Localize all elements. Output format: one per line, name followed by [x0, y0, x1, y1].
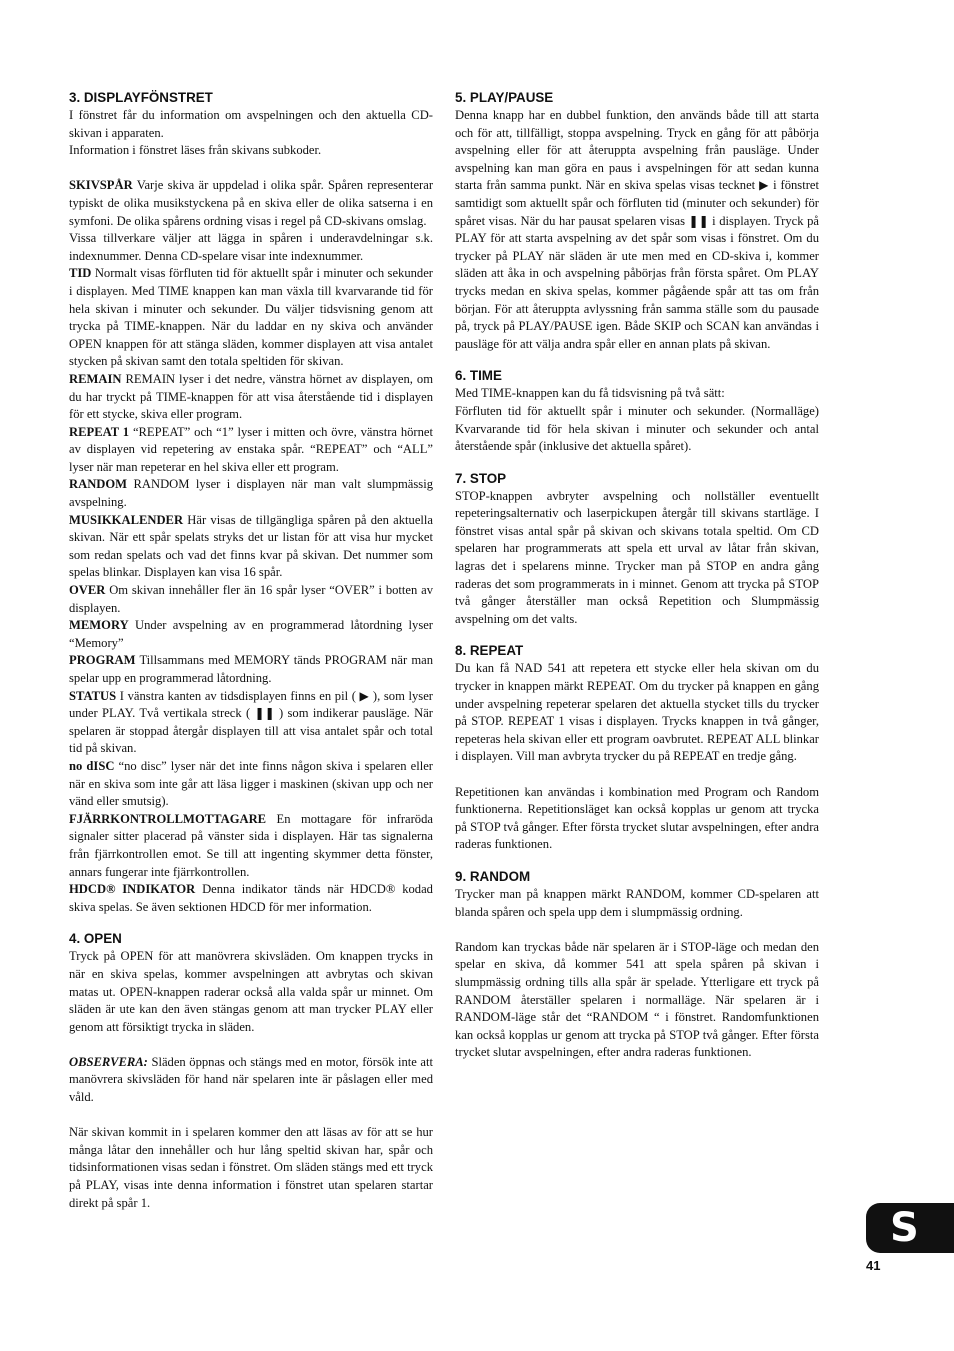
term-label: RANDOM: [69, 477, 128, 492]
pause-icon: ❚❚: [254, 706, 275, 721]
section-heading-open: 4. OPEN: [69, 931, 122, 947]
term-text: ), som lyser under PLAY. Två vertikala streck (: [69, 688, 433, 721]
play-icon: ▶: [759, 178, 770, 193]
nodisc-entry: [69, 758, 433, 811]
term-label: MEMORY: [69, 618, 129, 633]
over-entry: [69, 582, 433, 617]
play-icon: ▶: [359, 688, 370, 703]
term-text: Under avspelning av en programmerad låtordning lyser “Memory”: [69, 618, 434, 650]
open-paragraph: Tryck på OPEN för att manövrera skivsläden. Om knappen trycks in när en skiva spelas, kommer avspelningen att avbrytas och skivan matas ut. OPEN-knappen raderar också alla valda spår ur minnet. Om släden är ute kan den även stängas genom att man trycker PLAY eller genom att försiktigt trycka in släden.: [69, 949, 433, 1034]
section-heading-play-pause: 5. PLAY/PAUSE: [455, 90, 554, 105]
term-label: OBSERVERA:: [69, 1054, 148, 1069]
display-paragraph: I fönstret får du information om avspelningen och den aktuella CD-skivan i apparaten.: [69, 108, 433, 140]
musikkalender-entry: [69, 512, 433, 582]
term-label: REPEAT 1: [69, 424, 130, 439]
term-text: RANDOM lyser i displayen när man valt slumpmässig avspelning.: [69, 477, 433, 510]
section-heading-random: 9. RANDOM: [455, 868, 531, 884]
play-text: i fönstret samtidigt som aktuellt spår och förfluten tid (minuter och sekunder) för spåret visas. När du har pausat spelaren visas: [455, 178, 819, 228]
term-text: Tillsammans med MEMORY tänds PROGRAM när man spelar upp en programmerad låtordning.: [69, 653, 434, 685]
term-text: Släden öppnas och stängs med en motor, försök inte att manövrera skivsläden för hand när spelaren inte är påslagen eller med våld.: [69, 1054, 433, 1105]
term-label: PROGRAM: [69, 653, 136, 668]
term-label: HDCD® INDIKATOR: [69, 882, 196, 897]
fjarr-entry: [69, 811, 433, 881]
stop-paragraph: STOP-knappen avbryter avspelning och nollställer eventuellt repeteringsalternativ och laserpickupen återgår till skivans startläge. I fönstret visas antal spår på skivan och skivans totala speltid. Om CD spelaren har programmerats att spela ett urval av låtar från skivan, lagras det i spelarens minne. Trycker man på STOP en andra gång raderas det som programmerats in i minnet. Genom att trycka på STOP två gånger återställer man också Repetition och Slumpmässig avspelning om det valts.: [455, 488, 819, 626]
page-number: 41: [866, 1258, 881, 1273]
random-paragraph: Random kan tryckas både när spelaren är i STOP-läge och medan den spelar en skiva, då kommer 541 att spela spåren på skivan i slumpmässig ordning tills alla spår är spelade. Ytterligare ett tryck på RANDOM återställer spelaren i normalläge. När spelaren är i RANDOM-läge står det “RANDOM “ i fönstret. Randomfunktionen kan också kopplas ur genom att trycka på STOP två gånger. Efter första trycket slutar avspelningen, efter andra raderas funktionen.: [455, 939, 819, 1060]
term-text: Här visas de tillgängliga spåren på den aktuella skivan. När ett spår spelats stryks det ur listan för att visa hur mycket som redan spelats och vad det finns kvar på skivan. Det nummer som spelas blinkar. Displayen kan visa 16 spår.: [69, 512, 433, 580]
term-text: “no disc” lyser när det inte finns någon skiva i spelaren eller när en skiva som inte går att läsa ligger i maskinen (skivan upp och ner vänd eller smutsig).: [69, 758, 433, 809]
section-heading-stop: 7. STOP: [455, 470, 507, 486]
play-text: Denna knapp har en dubbel funktion, den används både till att starta och för att, tillfälligt, stoppa avspelning. Tryck en gång för att påbörja avspelning eller för att återuppta avspelning från pausläge. Under avspelning kan man göra en paus i avspelningen för att sedan kunna starta från samma punkt. När en skiva spelas visas tecknet: [455, 108, 819, 193]
section-heading-display: 3. DISPLAYFÖNSTRET: [69, 90, 213, 105]
term-label: OVER: [69, 583, 106, 598]
term-label: STATUS: [69, 688, 117, 703]
pause-icon: ❚❚: [688, 213, 709, 228]
open-paragraph: När skivan kommit in i spelaren kommer den att läsas av för att se hur många låtar den innehåller och hur lång speltid skivan har, spår och tidsinformationen visas sedan i fönstret. Om släden stängs med ett tryck på PLAY, visas inte denna information i fönstret utan spelaren startar direkt på spår 1.: [69, 1125, 433, 1210]
random-paragraph: Trycker man på knappen märkt RANDOM, kommer CD-spelaren att blanda spåren och spela upp dem i slumpmässig ordning.: [455, 886, 819, 919]
term-label: TID: [69, 266, 92, 281]
term-text: “REPEAT” och “1” lyser i mitten och övre, vänstra hörnet av displayen vid repetering av enstaka spår. “REPEAT” och “ALL” lyser när man repeterar en hel skiva eller ett program.: [69, 424, 434, 474]
display-paragraph: Information i fönstret läses från skivans subkoder.: [69, 143, 322, 158]
language-tab: S: [866, 1203, 954, 1253]
term-label: SKIVSPÅR: [69, 178, 133, 193]
repeat-paragraph: Repetitionen kan användas i kombination med Program och Random funktionerna. Repetitionsläget kan också kopplas ur genom att trycka på STOP två gånger. Efter första trycket slutar avspelningen, efter andra raderas funktionen.: [455, 784, 819, 852]
repeat-paragraph: Du kan få NAD 541 att repetera ett stycke eller hela skivan om du trycker in knappen märkt REPEAT. Om du trycker på knappen en gång under avspelning repeterar spelaren det aktuella stycket tills du trycker på STOP. REPEAT 1 visas i displayen. Trycks knappen in två gånger, repeteras hela skivan eller ett program oavbrutet. REPEAT ALL blinkar i displayen. Vill man avbryta trycker du på REPEAT en tredje gång.: [455, 661, 819, 764]
memory-entry: [69, 617, 433, 652]
term-text: I vänstra kanten av tidsdisplayen finns en pil (: [119, 688, 356, 703]
term-text: Denna indikator tänds när HDCD® kodad skiva spelas. Se även sektionen HDCD för mer information.: [69, 882, 433, 914]
term-label: MUSIKKALENDER: [69, 512, 184, 527]
section-heading-repeat: 8. REPEAT: [455, 643, 524, 659]
status-entry: [69, 688, 433, 758]
term-label: REMAIN: [69, 371, 122, 386]
right-column: [455, 89, 819, 1062]
time-paragraph: Förfluten tid för aktuellt spår i minuter och sekunder. (Normalläge) Kvarvarande tid för hela skivan i minuter och sekunder och antal återstående spår (inklusive det aktuella spåret).: [455, 403, 819, 454]
term-label: no dISC: [69, 758, 115, 773]
term-text: Varje skiva är uppdelad i olika spår. Spåren representerar typiskt de olika musikstyckena på en skiva eller de olika satserna i en symfoni. De olika spårens ordning visas i regel på CD-skivans omslag.: [69, 178, 434, 228]
time-paragraph: Med TIME-knappen kan du få tidsvisning på två sätt:: [455, 386, 725, 401]
play-pause-paragraph: [455, 107, 819, 353]
remain-entry: [69, 371, 433, 424]
random-entry: [69, 476, 433, 511]
play-text: i displayen. Tryck på PLAY för att starta avspelning av det spår som visas i fönstret. Om du trycker på PLAY när släden är ute men med en CD-skiva i, kommer släden att åka in och avspelning påbörjas från första spåret. Om PLAY trycks medan en skiva spelas, kommer pågående spår att tas om från början. För att återuppta avlyssning från samma ställe som du pausade på, tryck på PLAY/PAUSE igen. Både SKIP och SCAN kan användas i pausläge för att välja andra spår eller en annan plats på skivan.: [455, 213, 819, 351]
hdcd-entry: [69, 881, 433, 916]
term-text: Om skivan innehåller fler än 16 spår lyser “OVER” i botten av displayen.: [69, 583, 433, 615]
term-text: REMAIN lyser i det nedre, vänstra hörnet av displayen, om du har tryckt på TIME-knappen för att visa återstående tid i displayen för ett stycke, skiva eller program.: [69, 371, 433, 422]
term-text: ) som indikerar pausläge. När spelaren är stoppad återgår displayen till att visa antalet spår och total tid på skivan.: [69, 706, 434, 756]
index-paragraph: Vissa tillverkare väljer att lägga in spåren i underavdelningar s.k. indexnummer. Denna CD-spelare visar inte indexnummer.: [69, 231, 433, 263]
left-column: [69, 89, 433, 1212]
term-text: En mottagare för infraröda signaler sitter placerad på vänster sida i displayen. Här tas signalerna från fjärrkontrollen emot. Se till att ingenting skymmer detta fönster, annars fungerar inte fjärrkontrollen.: [69, 811, 433, 879]
repeat1-entry: [69, 424, 433, 477]
section-heading-time: 6. TIME: [455, 368, 502, 384]
program-entry: [69, 652, 433, 687]
term-label: FJÄRRKONTROLLMOTTAGARE: [69, 811, 267, 826]
skivspar-entry: [69, 177, 433, 230]
observera-entry: [69, 1054, 433, 1107]
term-text: Normalt visas förfluten tid för aktuellt spår i minuter och sekunder i displayen. Med TIME knappen kan man växla till kvarvarande tid för hela skivan i minuter och sekunder. Du väljer tidsvisning genom att trycka på TIME-knappen. När du laddar en ny skiva och använder OPEN knappen för att stänga släden, kommer displayen att visa antalet stycken på skivan samt den totala speltiden för skivan.: [69, 266, 434, 369]
tid-entry: [69, 265, 433, 371]
